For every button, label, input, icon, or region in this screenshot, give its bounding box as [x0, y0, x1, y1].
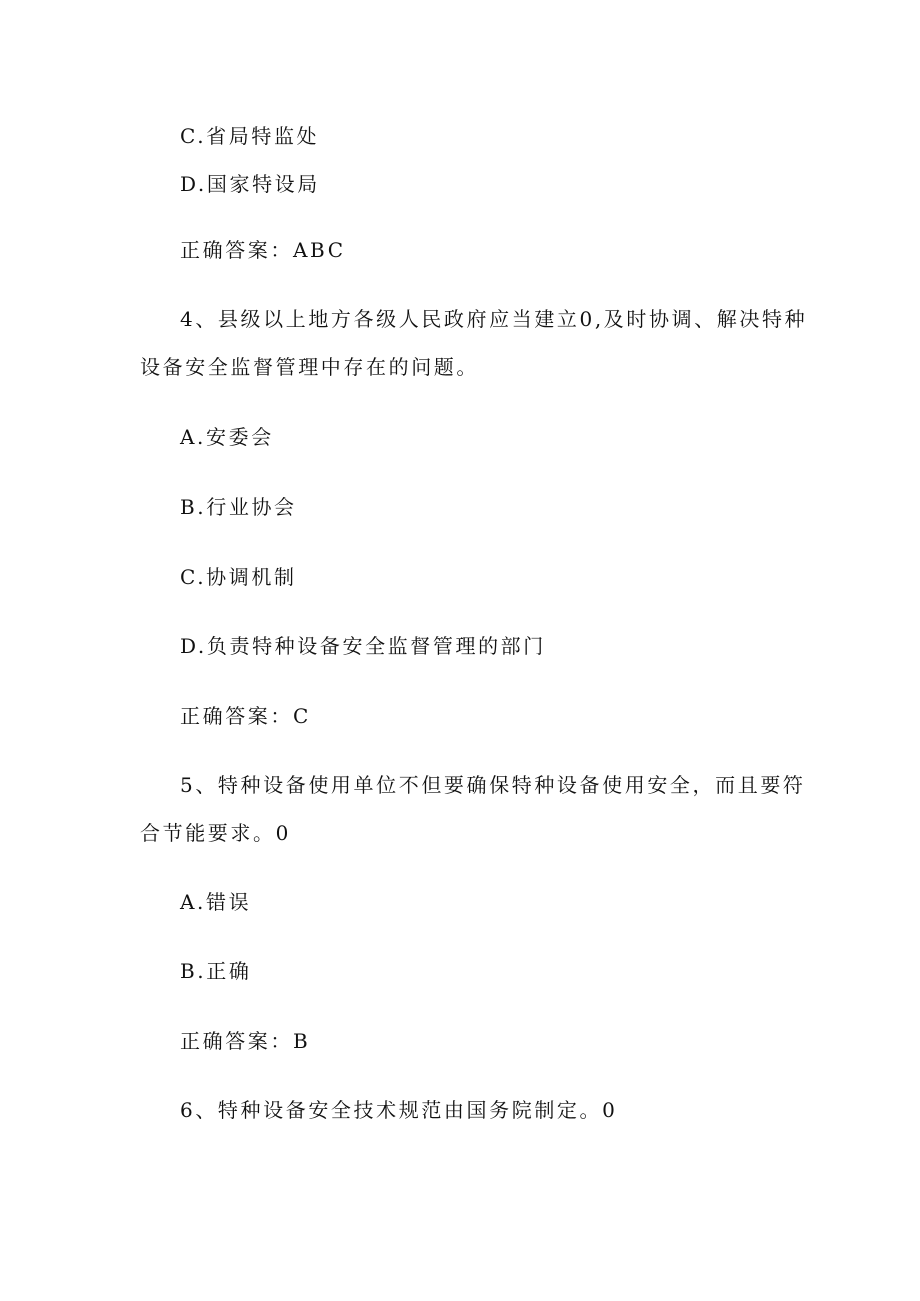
- q4-stem-line-2: 设备安全监督管理中存在的问题。: [140, 355, 479, 379]
- q6-stem-line-1: 6、特种设备安全技术规范由国务院制定。0: [180, 1098, 618, 1122]
- q5-stem-line-1: 5、特种设备使用单位不但要确保特种设备使用安全，而且要符: [180, 773, 806, 797]
- q4-answer: 正确答案：C: [180, 704, 311, 728]
- q5-stem-line-2: 合节能要求。0: [140, 821, 291, 845]
- q3-option-d: D.国家特设局: [180, 172, 320, 196]
- q3-option-c: C.省局特监处: [180, 124, 320, 148]
- q4-stem-line-1: 4、县级以上地方各级人民政府应当建立0,及时协调、解决特种: [180, 307, 808, 331]
- q5-option-b: B.正确: [180, 959, 252, 983]
- q4-option-a: A.安委会: [180, 425, 274, 449]
- q4-option-c: C.协调机制: [180, 565, 297, 589]
- q5-answer: 正确答案：B: [180, 1029, 311, 1053]
- q5-option-a: A.错误: [180, 890, 252, 914]
- q4-option-d: D.负责特种设备安全监督管理的部门: [180, 634, 546, 658]
- q3-answer: 正确答案：ABC: [180, 238, 346, 262]
- q4-option-b: B.行业协会: [180, 495, 297, 519]
